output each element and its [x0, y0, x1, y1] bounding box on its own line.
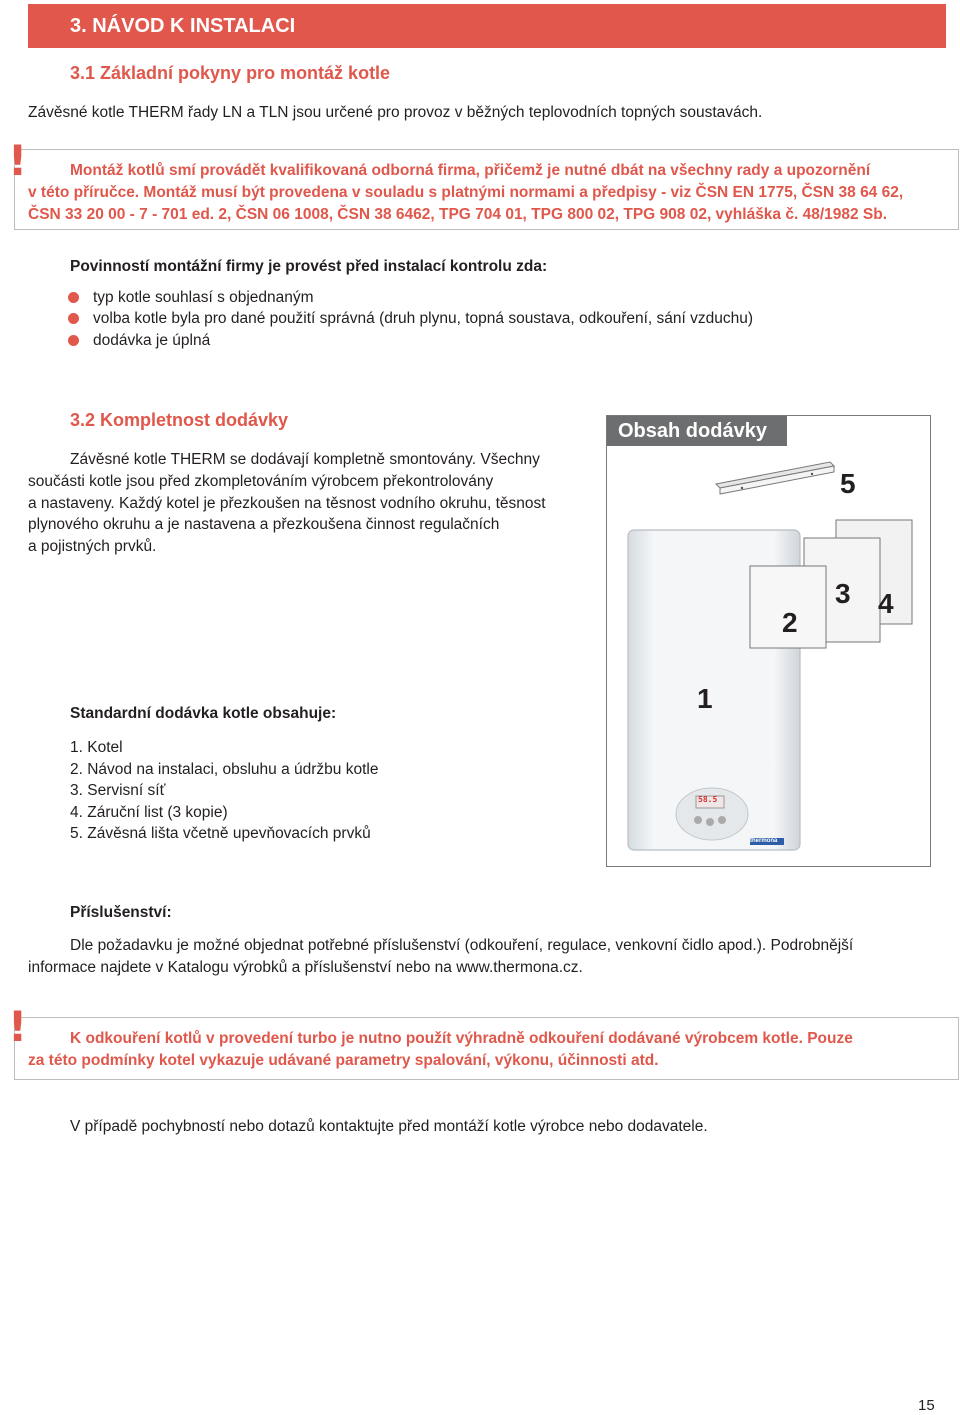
section-3-2-para-line: a pojistných prvků. — [28, 538, 157, 555]
bullet-icon — [68, 292, 79, 303]
section-3-2-para-line: plynového okruhu a je nastavena a přezkoušena činnost regulačních — [28, 516, 500, 533]
item-number-1: 1 — [697, 683, 713, 714]
warning-exclamation-icon: ! — [8, 136, 28, 185]
item-number-2: 2 — [782, 607, 798, 638]
standard-delivery-heading: Standardní dodávka kotle obsahuje: — [70, 705, 337, 722]
warning-exclamation-icon: ! — [8, 1002, 28, 1051]
section-3-2-title: 3.2 Kompletnost dodávky — [70, 410, 289, 430]
item-number-4: 4 — [878, 588, 894, 619]
mounting-rail-icon — [712, 458, 847, 498]
section-3-2-para-line: součásti kotle jsou před zkompletováním výrobcem překontrolovány — [28, 473, 494, 490]
item-number-5: 5 — [840, 468, 856, 499]
warning-line-3: ČSN 33 20 00 - 7 - 701 ed. 2, ČSN 06 1008, ČSN 38 6462, TPG 704 01, TPG 800 02, TPG 908 02, vyhláška č. 48/1982 Sb. — [28, 206, 888, 223]
documents-illustration — [748, 518, 916, 650]
accessories-text-line-1: Dle požadavku je možné objednat potřebné příslušenství (odkouření, regulace, venkovní čidlo apod.). Podrobnější — [70, 937, 854, 954]
bullet-icon — [68, 313, 79, 324]
closing-note: V případě pochybností nebo dotazů kontaktujte před montáží kotle výrobce nebo dodavatele. — [70, 1118, 708, 1135]
standard-delivery-item: 1. Kotel — [70, 739, 123, 756]
warning-line-1: Montáž kotlů smí provádět kvalifikovaná odborná firma, přičemž je nutné dbát na všechny rady a upozornění — [70, 162, 871, 179]
warning2-line-2: za této podmínky kotel vykazuje udávané parametry spalování, výkonu, účinnosti atd. — [28, 1052, 659, 1069]
standard-delivery-item: 2. Návod na instalaci, obsluhu a údržbu kotle — [70, 761, 379, 778]
warning-line-2 — [28, 182, 903, 204]
boiler-display-readout: 58.5 — [698, 795, 718, 804]
standard-delivery-item: 5. Závěsná lišta včetně upevňovacích prvků — [70, 825, 371, 842]
standard-delivery-item: 4. Záruční list (3 kopie) — [70, 804, 228, 821]
bullet-icon — [68, 335, 79, 346]
warning-line-2-b: Montáž musí být provedena v souladu s platnými normami a předpisy - viz ČSN EN 1775, ČSN 38 64 62, — [139, 184, 904, 201]
section-3-2-para-line: a nastaveny. Každý kotel je přezkoušen na těsnost vodního okruhu, těsnost — [28, 495, 546, 512]
section-header-title: 3. NÁVOD K INSTALACI — [70, 15, 296, 37]
section-header-bar — [28, 4, 946, 48]
delivery-contents-label: Obsah dodávky — [607, 416, 787, 446]
accessories-heading: Příslušenství: — [70, 904, 172, 921]
item-number-3: 3 — [835, 578, 851, 609]
boiler-brand-label: thermona — [750, 838, 778, 844]
warning-line-2-a: v této příručce. — [28, 184, 140, 201]
check-heading: Povinností montážní firmy je provést před instalací kontrolu zda: — [70, 258, 548, 275]
page-number: 15 — [918, 1397, 935, 1414]
section-3-2-para-line: Závěsné kotle THERM se dodávají kompletně smontovány. Všechny — [70, 451, 540, 468]
section-3-1-title: 3.1 Základní pokyny pro montáž kotle — [70, 63, 391, 83]
section-3-1-intro: Závěsné kotle THERM řady LN a TLN jsou určené pro provoz v běžných teplovodních topných soustavách. — [28, 104, 763, 121]
warning2-line-1: K odkouření kotlů v provedení turbo je nutno použít výhradně odkouření dodávané výrobcem kotle. Pouze — [70, 1030, 853, 1047]
standard-delivery-item: 3. Servisní síť — [70, 782, 166, 799]
accessories-text-line-2: informace najdete v Katalogu výrobků a příslušenství nebo na www.thermona.cz. — [28, 959, 583, 976]
